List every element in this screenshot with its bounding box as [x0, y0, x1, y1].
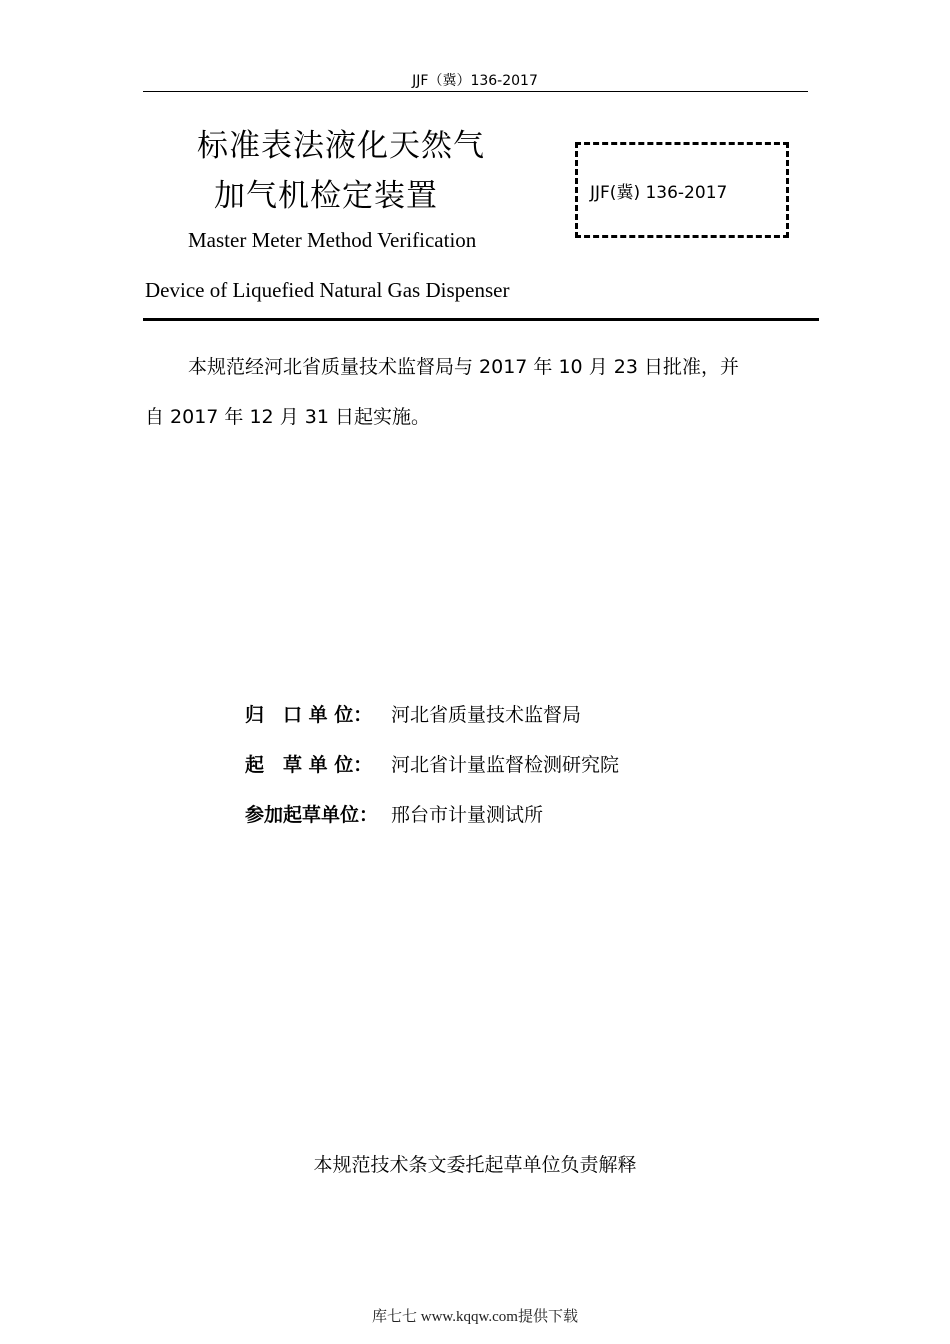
unit-row	[245, 750, 619, 777]
unit-value: 河北省质量技术监督局	[391, 704, 582, 726]
unit-row	[245, 700, 581, 727]
unit-value: 邢台市计量测试所	[391, 804, 544, 826]
title-cn-line1: 标准表法液化天然气	[197, 128, 485, 164]
title-en-line1: Master Meter Method Verification	[188, 228, 477, 252]
approval-line2: 自 2017 年 12 月 31 日起实施。	[145, 406, 430, 428]
unit-label: 参加起草单位：	[245, 804, 379, 826]
watermark: 库七七 www.kqqw.com提供下载	[372, 1309, 578, 1325]
unit-value: 河北省计量监督检测研究院	[391, 754, 620, 776]
running-header: JJF（冀）136-2017	[412, 73, 538, 89]
unit-label: 起 草 单 位：	[245, 754, 373, 776]
title-cn-line2: 加气机检定装置	[214, 178, 438, 214]
code-box-text: JJF(冀) 136-2017	[590, 183, 728, 203]
title-rule	[143, 318, 819, 321]
unit-label: 归 口 单 位：	[245, 704, 373, 726]
interpretation-note: 本规范技术条文委托起草单位负责解释	[313, 1154, 637, 1176]
code-box	[575, 142, 789, 238]
unit-row	[245, 800, 543, 827]
approval-line1: 本规范经河北省质量技术监督局与 2017 年 10 月 23 日批准，并	[188, 356, 739, 378]
header-rule	[143, 91, 808, 92]
title-en-line2: Device of Liquefied Natural Gas Dispenser	[145, 278, 510, 302]
